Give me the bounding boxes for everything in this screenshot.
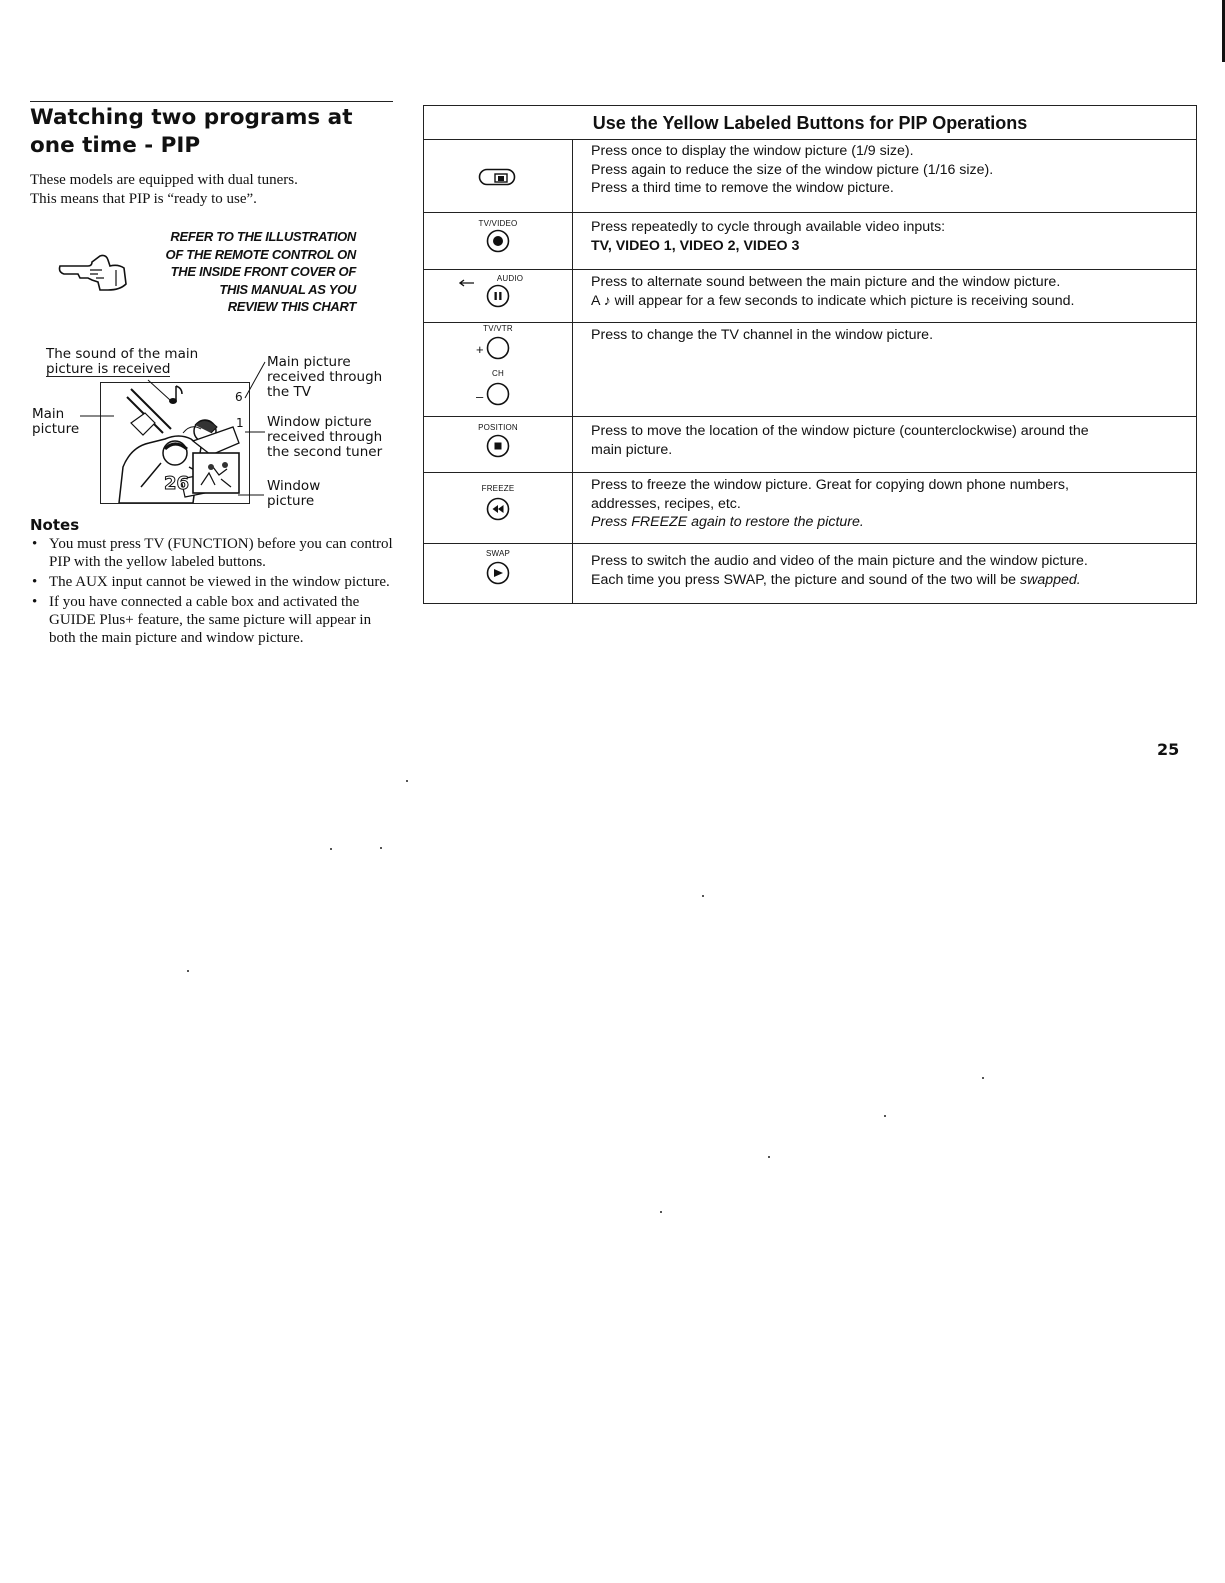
pointing-hand-icon [54, 248, 134, 301]
button-label-ch: CH [492, 369, 504, 378]
main-received-caption [267, 355, 382, 400]
caption-line: picture [32, 421, 80, 437]
channel-window-label: 1 [236, 416, 244, 430]
row-description-swap [591, 552, 1181, 589]
list-item: • If you have connected a cable box and activated the GUIDE Plus+ feature, the same picture will appear in both the main picture and window picture. [30, 593, 396, 647]
row-divider [424, 543, 1196, 544]
description-line: addresses, recipes, etc. [591, 495, 741, 512]
description-line [591, 571, 1181, 590]
notes-list [30, 535, 396, 649]
ref-note-line: REFER TO THE ILLUSTRATION [170, 229, 356, 244]
window-received-caption [267, 415, 382, 460]
window-picture-inset [193, 453, 239, 493]
window-received-pointer-line [243, 422, 267, 440]
description-line: Press repeatedly to cycle through available video inputs: [591, 219, 946, 235]
description-line: Press a third time to remove the window picture. [591, 180, 894, 196]
notes-title: Notes [30, 516, 80, 534]
description-line: Press to switch the audio and video of the main picture and the window picture. [591, 553, 1088, 569]
row-description-audio [591, 273, 1181, 310]
description-line: Press again to reduce the size of the window picture (1/16 size). [591, 161, 994, 178]
caption-line: Main picture [267, 354, 351, 370]
tv-pointer-line [239, 360, 269, 407]
caption-line: received through [267, 369, 383, 385]
channel-minus-label: – [476, 389, 484, 404]
description-line: Press once to display the window picture (1/9 size). [591, 143, 914, 159]
row-description-pip [591, 142, 1181, 198]
caption-underline [46, 376, 170, 377]
description-line: Press to change the TV channel in the window picture. [591, 327, 934, 343]
button-label-audio: AUDIO [496, 274, 524, 283]
channel-up-button-icon [486, 336, 510, 365]
page-number: 25 [1157, 740, 1180, 759]
title-rule [30, 101, 393, 102]
caption-line: the TV [267, 384, 311, 400]
row-divider [424, 269, 1196, 270]
channel-main-label: 6 [235, 390, 243, 404]
record-dot-icon [486, 229, 510, 258]
row-description-tv-video [591, 218, 1181, 255]
ref-note-line: REVIEW THIS CHART [227, 299, 356, 314]
intro-text [30, 171, 390, 209]
row-divider [424, 212, 1196, 213]
scan-speck [406, 780, 408, 782]
description-line: Press to alternate sound between the main picture and the window picture. [591, 274, 1061, 290]
caption-line: the second tuner [267, 444, 383, 460]
pause-icon [486, 284, 510, 313]
button-label-swap: SWAP [485, 549, 511, 558]
jersey-number: 26 [164, 473, 190, 494]
button-label-tv-video: TV/VIDEO [478, 219, 518, 228]
play-icon [486, 561, 510, 590]
page-title: Watching two programs at one time - PIP [30, 105, 353, 158]
window-caption [267, 479, 320, 509]
rewind-icon [486, 497, 510, 526]
main-pointer-line [78, 408, 118, 426]
window-pointer-line [236, 485, 266, 503]
caption-line: picture [267, 493, 315, 509]
scan-speck [884, 1115, 886, 1117]
description-line: Press to freeze the window picture. Great for copying down phone numbers, [591, 477, 1069, 493]
swapped-emphasis: swapped. [1020, 571, 1081, 588]
inputs-list: TV, VIDEO 1, VIDEO 2, VIDEO 3 [591, 237, 800, 254]
row-description-channel [591, 326, 1181, 345]
intro-line-1: These models are equipped with dual tuners. [30, 172, 298, 188]
ref-note-line: THIS MANUAL AS YOU [219, 281, 356, 297]
column-divider [572, 139, 573, 603]
sound-caption [46, 347, 198, 377]
scan-speck [380, 847, 382, 849]
button-label-tv-vtr: TV/VTR [483, 324, 513, 333]
table-title: Use the Yellow Labeled Buttons for PIP Operations [424, 106, 1196, 140]
scan-speck [660, 1211, 662, 1213]
description-text: Each time you press SWAP, the picture and sound of the two will be [591, 571, 1021, 588]
ref-note-line: THE INSIDE FRONT COVER OF [170, 264, 356, 279]
intro-line-2: This means that PIP is “ready to use”. [30, 191, 257, 207]
caption-line: picture is received [46, 361, 171, 377]
row-description-position [591, 422, 1181, 459]
restore-note: Press FREEZE again to restore the picture. [591, 514, 864, 530]
row-divider [424, 322, 1196, 323]
caption-line: Window picture [267, 414, 372, 430]
caption-line: The sound of the main [46, 346, 199, 362]
scan-speck [768, 1156, 770, 1158]
button-label-freeze: FREEZE [481, 484, 515, 493]
description-line: Press to move the location of the window picture (counterclockwise) around the [591, 423, 1089, 439]
scan-speck [702, 895, 704, 897]
caption-line: Window [267, 478, 321, 494]
sound-pointer-line [146, 378, 176, 409]
pip-icon [478, 168, 516, 191]
list-item: • You must press TV (FUNCTION) before you can control PIP with the yellow labeled buttons. [30, 535, 396, 571]
ref-note-line: OF THE REMOTE CONTROL ON [165, 246, 356, 262]
description-line: main picture. [591, 441, 673, 458]
description-line: A ♪ will appear for a few seconds to indicate which picture is receiving sound. [591, 292, 1075, 309]
channel-down-button-icon [486, 382, 510, 411]
stop-square-icon [486, 434, 510, 463]
scan-speck [330, 848, 332, 850]
button-label-position: POSITION [478, 423, 518, 432]
channel-plus-label: + [476, 342, 484, 357]
remote-reference-note [130, 228, 356, 316]
main-caption [32, 407, 79, 437]
scan-speck [982, 1077, 984, 1079]
pip-operations-table [423, 105, 1197, 604]
row-description-freeze [591, 476, 1181, 532]
caption-line: received through [267, 429, 383, 445]
row-divider [424, 472, 1196, 473]
caption-line: Main [32, 406, 65, 422]
scan-speck [187, 970, 189, 972]
row-divider [424, 416, 1196, 417]
list-item: • The AUX input cannot be viewed in the window picture. [30, 573, 396, 591]
